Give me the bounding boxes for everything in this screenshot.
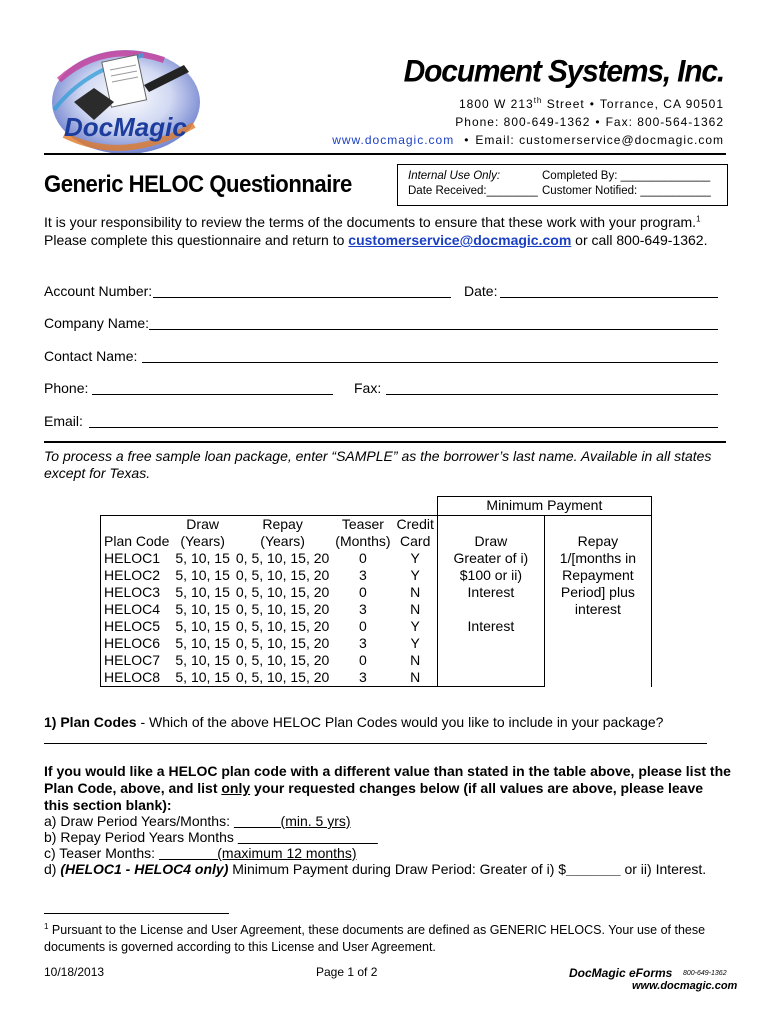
email-label: Email: [44,413,83,429]
customer-notified: Customer Notified: ___________ [542,185,711,197]
svg-text:DocMagic: DocMagic [64,112,187,142]
min-payment-item: d) (HELOC1 - HELOC4 only) Minimum Payment during Draw Period: Greater of i) $_______ or ii) Interest. [44,861,707,877]
footer-date: 10/18/2013 [44,965,105,979]
table-row: HELOC6 5, 10, 15 0, 5, 10, 15, 20 3 Y [101,635,652,652]
plan-table: Minimum Payment Draw Repay Teaser Credit Plan Code (Years) (Years) (Months) Card Draw Repay HELOC1 5, 10, 15 0, 5, 10, 15, 20 0 Y Greater of i) $100 or ii) Interest 1/[months in Repayment Period] plus interest HELOC2 5, 10, 15 0, 5, 10, 15, 20 3 Y HELOC3 5, 10, 15 0, 5, 10, 15, 20 0 N HELOC4 5, 10, 15 0, 5, 10, 15, 20 3 N HELOC5 5, 10, 15 0, 5, 10, 15, 20 0 Y Interest HELOC6 5, 10, 15 0, 5, 10, 15, 20 3 Y HELOC7 5, 10, 15 0, 5, 10, 15, 20 0 N HELOC8 5, 10, 15 0, 5, 10, 15, 20 3 N [100,496,652,687]
company-name-field[interactable] [149,329,718,330]
footnote: $^1$ Pursuant to the License and User Agreement, these documents are defined as GENERIC HELOCS. Your use of these documents is governed according to this License and User Agreement. [44,922,706,955]
intro-line-1: It is your responsibility to review the terms of the documents to ensure that these work with your program.$^1$ [44,214,701,230]
changes-para-line3: this section blank): [44,797,172,813]
intro-line-2: Please complete this questionnaire and return to customerservice@docmagic.com or call 800-649-1362. [44,232,708,248]
table-row: HELOC3 5, 10, 15 0, 5, 10, 15, 20 0 N [101,584,652,601]
contact-name-label: Contact Name: [44,348,138,364]
min-draw-heloc5-8: Interest [437,618,544,687]
question-plan-codes: 1) Plan Codes - Which of the above HELOC Plan Codes would you like to include in your package? [44,714,664,730]
changes-para-line2: Plan Code, above, and list only your requested changes below (if all values are above, please leave [44,780,704,796]
date-received: Date Received:________ [408,185,538,197]
phone-field[interactable] [92,394,333,395]
table-row: HELOC2 5, 10, 15 0, 5, 10, 15, 20 3 Y [101,567,652,584]
website-link[interactable]: www.docmagic.com [332,133,455,147]
repay-period-item: b) Repay Period Years Months [44,829,378,845]
date-field[interactable] [500,297,718,298]
draw-period-item: a) Draw Period Years/Months: (min. 5 yrs) [44,813,351,829]
table-row: HELOC7 5, 10, 15 0, 5, 10, 15, 20 0 N [101,652,652,669]
repay-period-field[interactable] [238,829,378,845]
min-draw-heloc1-4: Greater of i) $100 or ii) Interest [437,550,544,618]
internal-use-box [397,164,728,206]
min-payment-header: Minimum Payment [437,497,651,516]
teaser-months-field[interactable]: (maximum 12 months) [158,845,357,861]
contact-line: Phone: 800-649-1362 • Fax: 800-564-1362 [455,115,724,129]
footer-url[interactable]: www.docmagic.com [632,980,738,992]
internal-use-label: Internal Use Only: [408,170,501,182]
page-title: Generic HELOC Questionnaire [44,171,352,198]
min-repay: 1/[months in Repayment Period] plus interest [544,550,651,687]
company-name: Document Systems, Inc. [403,54,724,89]
changes-para-line1: If you would like a HELOC plan code with a different value than stated in the table above, please list the [44,763,731,779]
sample-note: To process a free sample loan package, enter “SAMPLE” as the borrower’s last name. Available in all states except for Texas. [44,448,712,481]
completed-by: Completed By: ______________ [542,170,711,182]
table-row: HELOC5 5, 10, 15 0, 5, 10, 15, 20 0 Y Interest [101,618,652,635]
draw-period-field[interactable]: (min. 5 yrs) [233,813,351,829]
date-label: Date: [464,283,498,299]
email-field[interactable] [89,427,718,428]
table-row: HELOC8 5, 10, 15 0, 5, 10, 15, 20 3 N [101,669,652,687]
header-divider [44,153,726,155]
docmagic-logo [44,40,209,165]
web-line: www.docmagic.com • Email: customerservice@docmagic.com [332,133,724,147]
teaser-months-item: c) Teaser Months: (maximum 12 months) [44,845,357,861]
address-line: 1800 W 213th Street • Torrance, CA 90501 [458,96,724,111]
min-payment-field[interactable]: _______ [566,861,621,877]
table-row: HELOC1 5, 10, 15 0, 5, 10, 15, 20 0 Y Greater of i) $100 or ii) Interest 1/[months in Repayment Period] plus interest [101,550,652,567]
phone-label: Phone: [44,380,89,396]
footnote-divider [44,913,229,914]
contact-name-field[interactable] [142,362,718,363]
footer-brand: DocMagic eForms [569,966,673,980]
fax-label: Fax: [354,380,382,396]
account-number-label: Account Number: [44,283,153,299]
email-link[interactable]: customerservice@docmagic.com [348,232,572,248]
fax-field[interactable] [386,394,718,395]
table-row: HELOC4 5, 10, 15 0, 5, 10, 15, 20 3 N [101,601,652,618]
page-number: Page 1 of 2 [316,965,378,979]
footer-phone: 800-649-1362 [683,970,727,977]
account-number-field[interactable] [153,297,451,298]
plan-codes-field[interactable] [44,743,707,744]
section-divider [44,441,726,443]
company-name-label: Company Name: [44,315,150,331]
